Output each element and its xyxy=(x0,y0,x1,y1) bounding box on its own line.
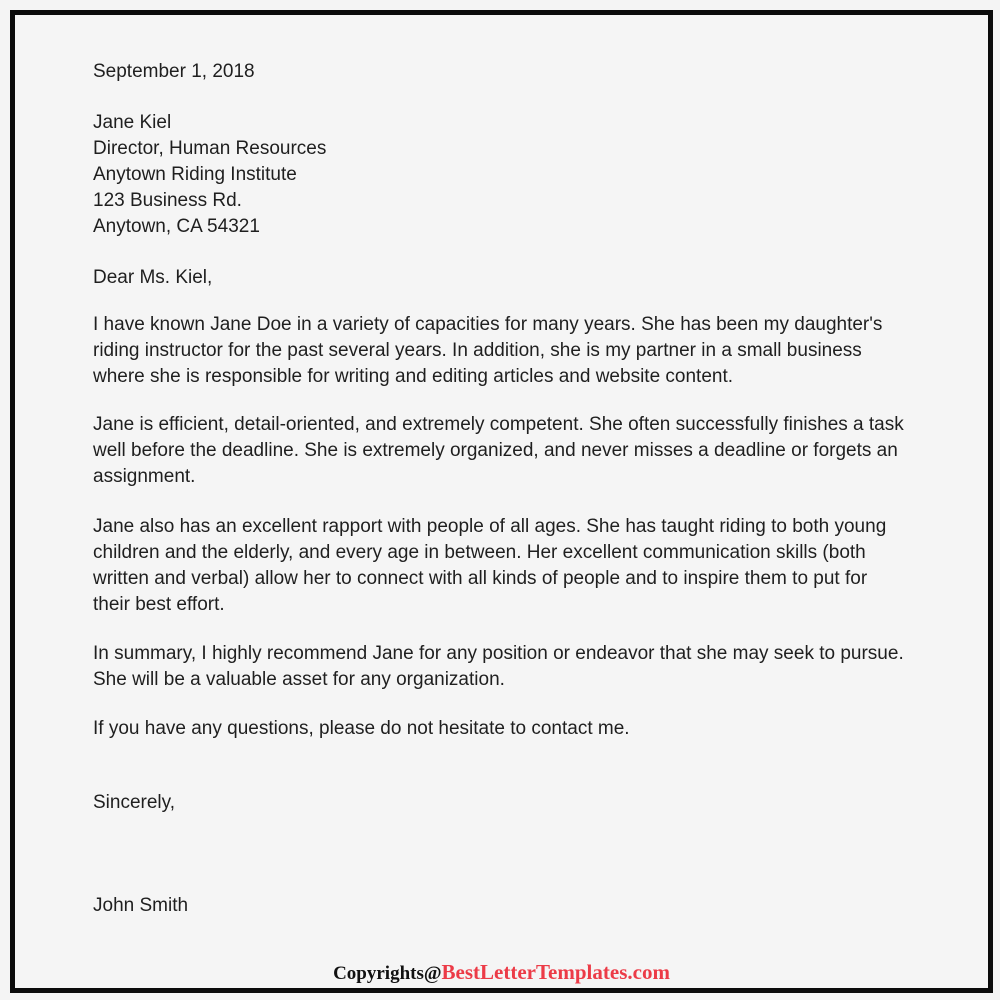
site-name-text: BestLetterTemplates.com xyxy=(441,960,670,984)
recipient-street: 123 Business Rd. xyxy=(93,190,242,211)
letter-paragraph: In summary, I highly recommend Jane for any position or endeavor that she may seek to pursue. She will be a valuable asset for any organization. xyxy=(93,643,904,690)
recipient-city-state-zip: Anytown, CA 54321 xyxy=(93,216,260,237)
letter-body xyxy=(15,15,988,919)
recipient-title: Director, Human Resources xyxy=(93,138,327,159)
letter-paragraph: Jane also has an excellent rapport with people of all ages. She has taught riding to both young children and the elderly, and every age in between. Her excellent communication skills (both written and verbal) allow her to connect with all kinds of people and to inspire them to put for their best effort. xyxy=(93,516,887,615)
salutation: Dear Ms. Kiel, xyxy=(93,267,213,288)
recipient-address-block xyxy=(93,110,908,240)
letter-paragraph: Jane is efficient, detail-oriented, and extremely competent. She often successfully finishes a task well before the deadline. She is extremely organized, and never misses a deadline or forgets an assignment. xyxy=(93,414,904,487)
recipient-organization: Anytown Riding Institute xyxy=(93,164,297,185)
footer-copyright xyxy=(15,960,988,986)
letter-paragraph: If you have any questions, please do not hesitate to contact me. xyxy=(93,718,630,739)
letter-paragraph: I have known Jane Doe in a variety of capacities for many years. She has been my daughter's riding instructor for the past several years. In addition, she is my partner in a small business where she is responsible for writing and editing articles and website content. xyxy=(93,314,883,387)
recipient-name: Jane Kiel xyxy=(93,112,172,133)
page-border-frame xyxy=(10,10,993,993)
letter-date: September 1, 2018 xyxy=(93,61,255,82)
signature-name: John Smith xyxy=(93,895,189,916)
closing-valediction: Sincerely, xyxy=(93,792,176,813)
copyright-prefix-text: Copyrights@ xyxy=(333,963,442,984)
